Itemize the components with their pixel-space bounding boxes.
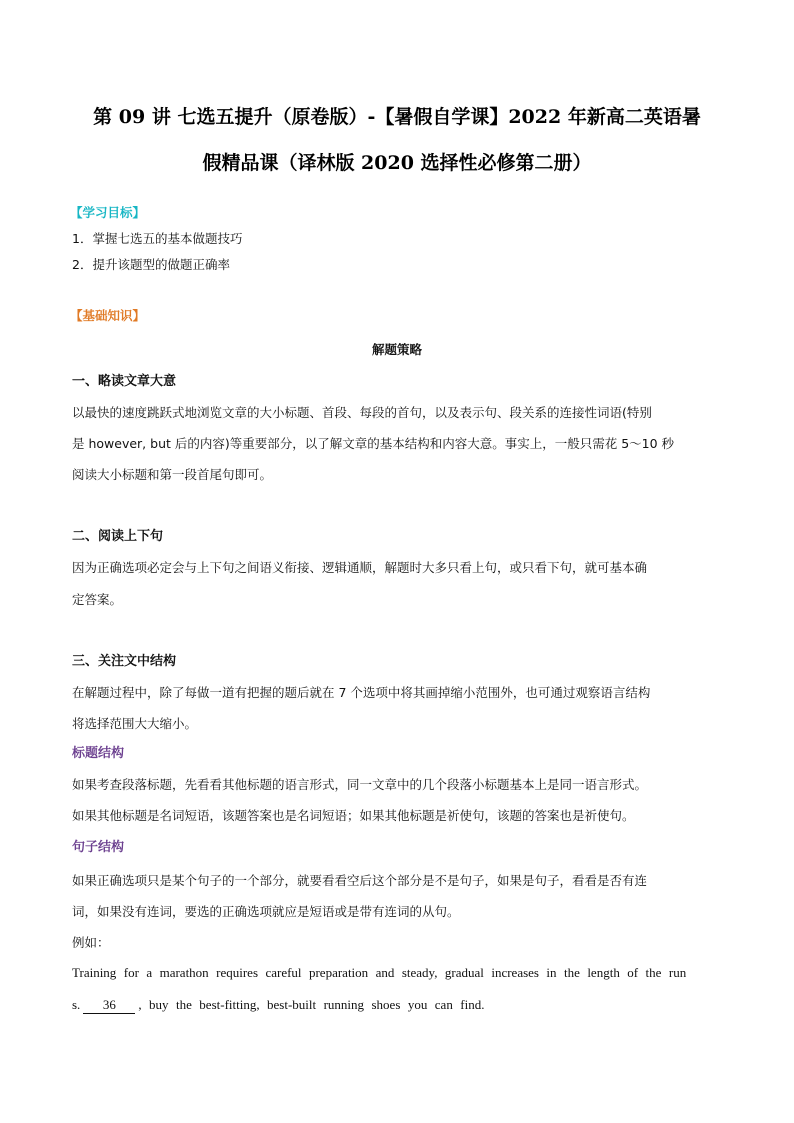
learning-goals-tag: 【学习目标】 — [70, 205, 146, 220]
title-structure-line-1: 如果考查段落标题，先看看其他标题的语言形式，同一文章中的几个段落小标题基本上是同一语言形式。 — [72, 777, 648, 792]
section-1-line-1: 以最快的速度跳跃式地浏览文章的大小标题、首段、每段的首句，以及表示句、段关系的连接性词语(特别 — [72, 405, 652, 420]
learning-goal-item-1: 1．掌握七选五的基本做题技巧 — [72, 231, 243, 246]
basic-knowledge-tag: 【基础知识】 — [70, 308, 146, 323]
section-2-line-2: 定答案。 — [72, 592, 123, 607]
section-1-line-2: 是 however, but 后的内容)等重要部分，以了解文章的基本结构和内容大意。事实上，一般只需花 5～10 秒 — [72, 436, 675, 451]
answer-blank-36: 36 — [83, 997, 135, 1014]
example-sentence-line-2 — [72, 995, 720, 1015]
document-title-line-1: 第 09 讲 七选五提升（原卷版）-【暑假自学课】2022 年新高二英语暑 — [93, 106, 701, 128]
section-2-line-1: 因为正确选项必定会与上下句之间语义衔接、逻辑通顺，解题时大多只看上句，或只看下句，就可基本确 — [72, 560, 648, 575]
title-structure-heading: 标题结构 — [72, 746, 125, 761]
example-sentence-line-1: Training for a marathon requires careful preparation and steady, gradual increases in the length of the run — [72, 965, 687, 980]
learning-goal-item-2: 2．提升该题型的做题正确率 — [72, 257, 230, 272]
sentence-structure-line-2: 词，如果没有连词，要选的正确选项就应是短语或是带有连词的从句。 — [72, 904, 460, 919]
title-structure-line-2: 如果其他标题是名词短语，该题答案也是名词短语；如果其他标题是祈使句，该题的答案也是祈使句。 — [72, 808, 635, 823]
example-label: 例如： — [72, 935, 110, 950]
sentence-structure-heading: 句子结构 — [72, 840, 125, 855]
section-1-line-3: 阅读大小标题和第一段首尾句即可。 — [72, 467, 273, 482]
strategy-heading: 解题策略 — [371, 342, 422, 357]
section-1-heading: 一、略读文章大意 — [72, 374, 177, 389]
section-3-line-1: 在解题过程中，除了每做一道有把握的题后就在 7 个选项中将其画掉缩小范围外，也可通过观察语言结构 — [72, 685, 651, 700]
section-3-heading: 三、关注文中结构 — [72, 654, 177, 669]
section-2-heading: 二、阅读上下句 — [72, 529, 164, 544]
sentence-structure-line-1: 如果正确选项只是某个句子的一个部分，就要看看空后这个部分是不是句子，如果是句子，看看是否有连 — [72, 873, 648, 888]
section-3-line-2: 将选择范围大大缩小。 — [72, 716, 198, 731]
example-line-2-start: s. — [72, 997, 81, 1012]
example-line-2-end: , buy the best-fitting, best-built running shoes you can find. — [138, 997, 485, 1012]
document-title-line-2: 假精品课（译林版 2020 选择性必修第二册） — [202, 152, 592, 174]
